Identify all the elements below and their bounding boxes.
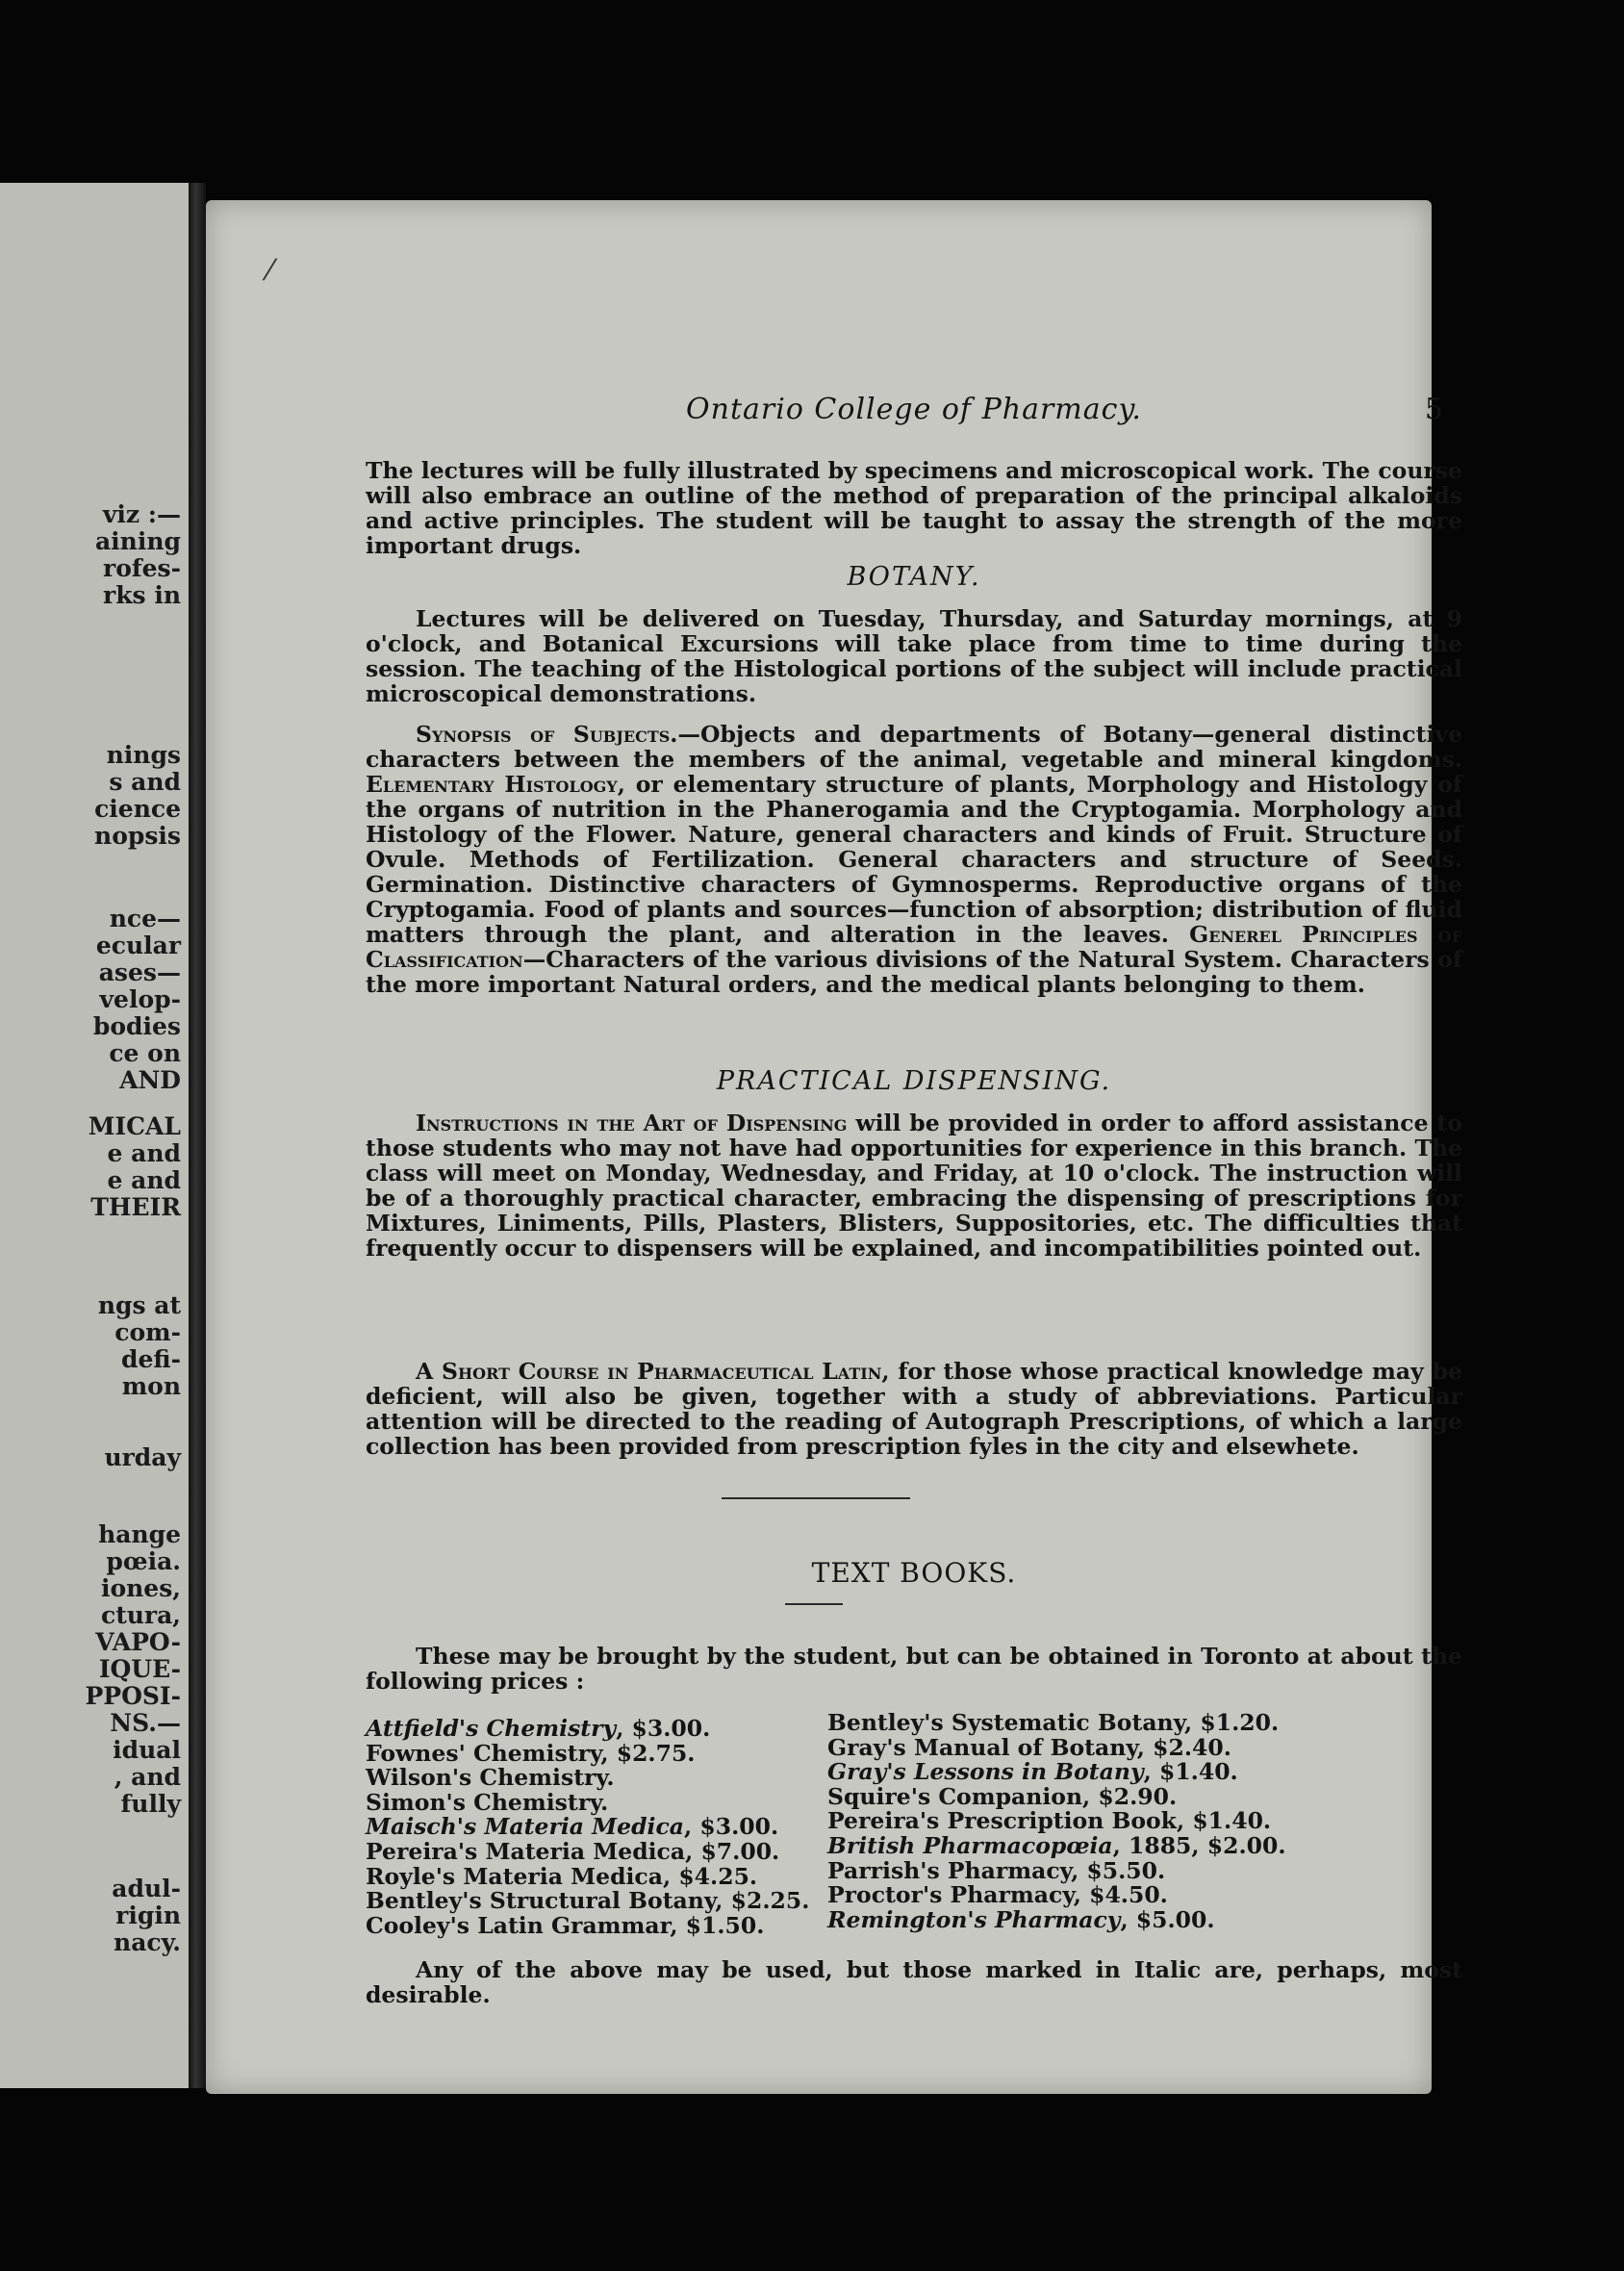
left-page-fragment: fully (120, 1790, 181, 1818)
left-page-fragment: rofes- (103, 554, 181, 582)
left-page-fragment: nings (106, 741, 181, 769)
left-page-fragment: e and (107, 1166, 181, 1194)
left-page-fragment: e and (107, 1139, 181, 1167)
left-page-fragment: ctura, (100, 1601, 181, 1629)
synopsis-label: Synopsis of Subjects. (416, 721, 678, 748)
page-blemish: ⁄ (267, 254, 273, 288)
classification-label: Generel Principles of Classification (366, 921, 1462, 973)
book-title: Remington's Pharmacy (827, 1905, 1121, 1933)
left-page-fragment: hange (98, 1520, 181, 1548)
book-price: , 1885, $2.00. (1112, 1831, 1286, 1859)
book-price: , $1.40. (1143, 1758, 1238, 1786)
book-entry (366, 1911, 809, 1939)
botany-paragraph: Lectures will be delivered on Tuesday, Thursday, and Saturday mornings, at 9 o'clock, and Botanical Excursions will take place from time to time during the session. The teaching of the Histological portions of the subject will include practical microscopical demonstrations. (366, 605, 1462, 707)
botany-heading: BOTANY. (847, 562, 981, 592)
left-page-fragment: mon (121, 1372, 181, 1400)
left-page-fragment: nce— (109, 905, 181, 932)
book-price: , $3.00. (616, 1715, 711, 1742)
book-title: Fownes' Chemistry (366, 1739, 601, 1767)
book-title: Wilson's Chemistry (366, 1764, 607, 1792)
book-entry (827, 1856, 1286, 1884)
book-list-right (827, 1711, 1286, 1932)
left-page-fragment: PPOSI- (85, 1682, 181, 1710)
left-page-fragment: IQUE- (98, 1655, 181, 1683)
left-page-fragment: defi- (121, 1345, 181, 1373)
book-entry (366, 1889, 809, 1914)
book-price: , $4.25. (662, 1862, 758, 1890)
book-title: British Pharmacopœia (827, 1831, 1113, 1859)
left-page-fragment: ases— (98, 958, 181, 986)
book-entry (366, 1815, 809, 1840)
book-price: , $7.00. (685, 1837, 780, 1865)
page-header (366, 393, 1462, 435)
left-page-fragment: bodies (92, 1012, 181, 1040)
left-page-fragment: iones, (100, 1574, 181, 1602)
book-entry (827, 1733, 1286, 1761)
book-title: Pereira's Prescription Book (827, 1807, 1177, 1835)
book-title: Proctor's Pharmacy (827, 1881, 1074, 1909)
left-page-fragment: urday (104, 1443, 181, 1471)
latin-label: Short Course in Pharmaceutical Latin, (442, 1358, 890, 1385)
left-page-edge (0, 183, 189, 2088)
book-entry (827, 1809, 1286, 1834)
left-page-fragment: , and (114, 1763, 181, 1791)
text-books-heading: TEXT BOOKS. (811, 1557, 1017, 1589)
left-page-fragment: MICAL (88, 1112, 181, 1140)
left-page-fragment: ngs at (97, 1291, 181, 1319)
book-price: , $3.00. (684, 1813, 779, 1841)
book-entry (366, 1717, 809, 1742)
left-page-fragment: com- (114, 1318, 181, 1346)
section-divider (722, 1497, 910, 1499)
left-page-fragment: viz :— (102, 500, 181, 528)
book-title: Cooley's Latin Grammar (366, 1911, 671, 1939)
left-page-fragment: ce on (109, 1039, 181, 1067)
book-entry (827, 1831, 1286, 1859)
left-page-fragment: idual (113, 1736, 181, 1764)
book-price: , $5.50. (1071, 1856, 1166, 1884)
book-spine (189, 183, 206, 2088)
dispensing-heading: PRACTICAL DISPENSING. (716, 1066, 1112, 1096)
book-page (206, 200, 1462, 2094)
book-price: , $1.20. (1184, 1709, 1280, 1736)
book-title: Bentley's Systematic Botany (827, 1709, 1185, 1736)
book-price: , $5.00. (1120, 1905, 1215, 1933)
botany-synopsis: Synopsis of Subjects.—Objects and departments of Botany—general distinctive characters between the members of the animal, vegetable and mineral kingdoms. Elementary Histology, or elementary structure of plants, Morphology and Histology of the organs of nutrition in the Phanerogamia and the Cryptogamia. Morphology and Histology of the Flower. Nature, general characters and kinds of Fruit. Structure of Ovule. Methods of Fertilization. General characters and structure of Seeds. Germination. Distinctive characters of Gymnosperms. Reproductive organs of the Cryptogamia. Food of plants and sources—function of absorption; distribution of fluid matters through the plant, and alteration in the leaves. Generel Principles of Classification—Characters of the various divisions of the Natural System. Characters of the more important Natural orders, and the medical plants belonging to them. (366, 721, 1462, 998)
left-page-fragment: VAPO- (95, 1628, 181, 1656)
book-entry (366, 1837, 809, 1865)
book-entry (827, 1905, 1286, 1933)
heading-rule (785, 1603, 843, 1605)
book-entry (827, 1883, 1286, 1908)
book-title: Bentley's Structural Botany (366, 1887, 716, 1915)
book-title: Parrish's Pharmacy (827, 1856, 1072, 1884)
left-page-fragment: rigin (115, 1901, 181, 1929)
book-list-left (366, 1717, 809, 1938)
book-price: , $2.25. (715, 1887, 810, 1915)
left-page-fragment: NS.— (110, 1709, 181, 1737)
left-page-fragment: velop- (99, 985, 181, 1013)
latin-course-paragraph: A Short Course in Pharmaceutical Latin, for those whose practical knowledge may be deficient, will also be given, together with a study of abbreviations. Particular attention will be directed to the reading of Autograph Prescriptions, of which a large collection has been provided from prescription fyles in the city and elsewhete. (366, 1358, 1462, 1460)
book-entry (366, 1862, 809, 1890)
book-title: Maisch's Materia Medica (366, 1813, 685, 1841)
left-page-fragment: pœia. (106, 1547, 181, 1575)
book-title: Gray's Lessons in Botany (827, 1758, 1144, 1786)
text-books-intro: These may be brought by the student, but can be obtained in Toronto at about the following prices : (366, 1643, 1462, 1695)
closing-note: Any of the above may be used, but those marked in Italic are, perhaps, most desirable. (366, 1956, 1462, 2008)
book-title: Simon's Chemistry (366, 1788, 601, 1816)
book-entry (366, 1739, 809, 1767)
book-entry (827, 1711, 1286, 1736)
book-price: , $2.40. (1136, 1733, 1231, 1761)
book-entry (827, 1782, 1286, 1810)
left-page-fragment: adul- (112, 1875, 181, 1902)
histology-label: Elementary Histology, (366, 771, 625, 798)
left-page-fragment: AND (119, 1066, 181, 1094)
left-page-fragment: nopsis (94, 822, 181, 850)
instructions-label: Instructions in the Art of Dispensing (416, 1110, 848, 1136)
dispensing-paragraph: Instructions in the Art of Dispensing will be provided in order to afford assistance to those students who may not have had opportunities for experience in this branch. The class will meet on Monday, Wednesday, and Friday, at 10 o'clock. The instruction will be of a thoroughly practical character, embracing the dispensing of prescriptions for Mixtures, Liniments, Pills, Plasters, Blisters, Suppositories, etc. The difficulties that frequently occur to dispensers will be explained, and incompatibilities pointed out. (366, 1110, 1462, 1262)
book-title: Pereira's Materia Medica (366, 1837, 686, 1865)
left-page-fragment: cience (94, 795, 181, 823)
book-price: . (600, 1788, 609, 1816)
book-entry (366, 1766, 809, 1791)
book-price: . (606, 1764, 615, 1792)
left-page-fragment: rks in (103, 581, 181, 609)
book-price: , $1.50. (670, 1911, 765, 1939)
book-price: , $2.75. (600, 1739, 696, 1767)
book-title: Attfield's Chemistry (366, 1715, 617, 1742)
book-title: Squire's Companion (827, 1782, 1083, 1810)
intro-paragraph: The lectures will be fully illustrated by specimens and microscopical work. The course will also embrace an outline of the method of preparation of the principal alkaloids and active principles. The student will be taught to assay the strength of the more important drugs. (366, 457, 1462, 559)
book-title: Royle's Materia Medica (366, 1862, 663, 1890)
running-title: Ontario College of Pharmacy. (686, 393, 1142, 426)
book-price: , $1.40. (1176, 1807, 1272, 1835)
page-number: 5 (1424, 393, 1443, 426)
left-page-fragment: aining (94, 527, 181, 555)
book-entry (827, 1760, 1286, 1785)
left-page-fragment: THEIR (90, 1193, 181, 1221)
book-price: , $2.90. (1082, 1782, 1178, 1810)
left-page-fragment: s and (109, 768, 181, 796)
left-page-fragment: ecular (95, 931, 181, 959)
left-page-fragment: nacy. (114, 1928, 181, 1956)
book-title: Gray's Manual of Botany (827, 1733, 1137, 1761)
book-entry (366, 1788, 809, 1816)
book-price: , $4.50. (1073, 1881, 1168, 1909)
